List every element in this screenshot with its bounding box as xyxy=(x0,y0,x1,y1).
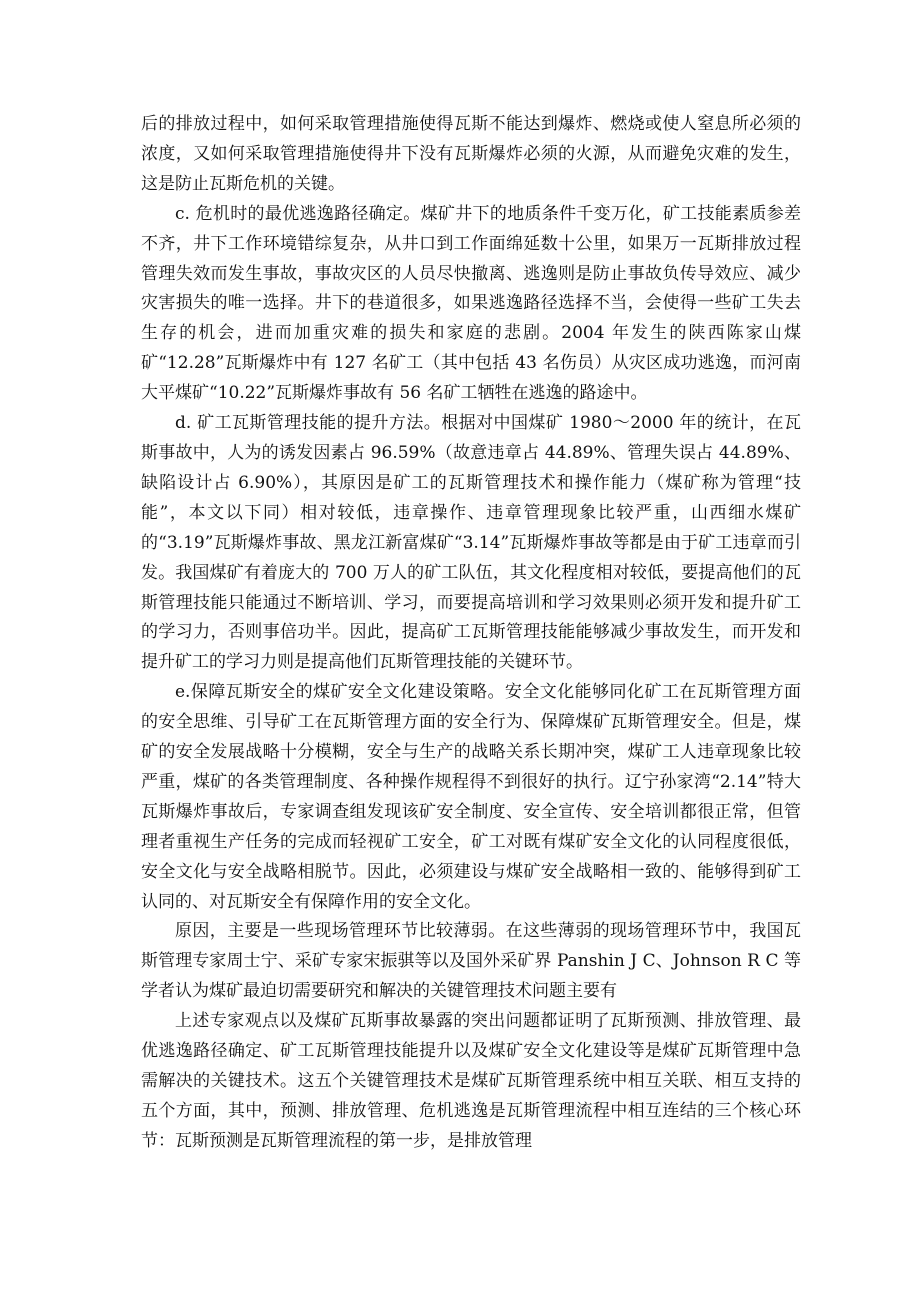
paragraph-reasons: 原因，主要是一些现场管理环节比较薄弱。在这些薄弱的现场管理环节中，我国瓦斯管理专家周士宁、采矿专家宋振骐等以及国外采矿界 Panshin J C、Johnson R C 等学者认为煤矿最迫切需要研究和解决的关键管理技术问题主要有 xyxy=(141,921,801,1002)
paragraph-safety-culture: e.保障瓦斯安全的煤矿安全文化建设策略。安全文化能够同化矿工在瓦斯管理方面的安全思维、引导矿工在瓦斯管理方面的安全行为、保障煤矿瓦斯管理安全。但是，煤矿的安全发展战略十分模糊，安全与生产的战略关系长期冲突，煤矿工人违章现象比较严重，煤矿的各类管理制度、各种操作规程得不到很好的执行。辽宁孙家湾“2.14”特大瓦斯爆炸事故后，专家调查组发现该矿安全制度、安全宣传、安全培训都很正常，但管理者重视生产任务的完成而轻视矿工安全，矿工对既有煤矿安全文化的认同程度很低，安全文化与安全战略相脱节。因此，必须建设与煤矿安全战略相一致的、能够得到矿工认同的、对瓦斯安全有保障作用的安全文化。 xyxy=(141,682,801,912)
paragraph-continuation: 后的排放过程中，如何采取管理措施使得瓦斯不能达到爆炸、燃烧或使人窒息所必须的浓度，又如何采取管理措施使得井下没有瓦斯爆炸必须的火源，从而避免灾难的发生，这是防止瓦斯危机的关键。 xyxy=(141,114,801,194)
paragraph-skill-improvement: d. 矿工瓦斯管理技能的提升方法。根据对中国煤矿 1980～2000 年的统计，在瓦斯事故中，人为的诱发因素占 96.59%（故意违章占 44.89%、管理失误占 44.89%、缺陷设计占 6.90%），其原因是矿工的瓦斯管理技术和操作能力（煤矿称为管理“技能”，本文以下同）相对较低，违章操作、违章管理现象比较严重，山西细水煤矿的“3.19”瓦斯爆炸事故、黑龙江新富煤矿“3.14”瓦斯爆炸事故等都是由于矿工违章而引发。我国煤矿有着庞大的 700 万人的矿工队伍，其文化程度相对较低，要提高他们的瓦斯管理技能只能通过不断培训、学习，而要提高培训和学习效果则必须开发和提升矿工的学习力，否则事倍功半。因此，提高矿工瓦斯管理技能能够减少事故发生，而开发和提升矿工的学习力则是提高他们瓦斯管理技能的关键环节。 xyxy=(141,413,801,673)
paragraph-conclusion: 上述专家观点以及煤矿瓦斯事故暴露的突出问题都证明了瓦斯预测、排放管理、最优逃逸路径确定、矿工瓦斯管理技能提升以及煤矿安全文化建设等是煤矿瓦斯管理中急需解决的关键技术。这五个关键管理技术是煤矿瓦斯管理系统中相互关联、相互支持的五个方面，其中，预测、排放管理、危机逃逸是瓦斯管理流程中相互连结的三个核心环节：瓦斯预测是瓦斯管理流程的第一步，是排放管理 xyxy=(141,1011,801,1151)
document-page xyxy=(141,110,801,1157)
paragraph-escape-route: c. 危机时的最优逃逸路径确定。煤矿井下的地质条件千变万化，矿工技能素质参差不齐，井下工作环境错综复杂，从井口到工作面绵延数十公里，如果万一瓦斯排放过程管理失效而发生事故，事故灾区的人员尽快撤离、逃逸则是防止事故负传导效应、减少灾害损失的唯一选择。井下的巷道很多，如果逃逸路径选择不当，会使得一些矿工失去生存的机会，进而加重灾难的损失和家庭的悲剧。2004 年发生的陕西陈家山煤矿“12.28”瓦斯爆炸中有 127 名矿工（其中包括 43 名伤员）从灾区成功逃逸，而河南大平煤矿“10.22”瓦斯爆炸事故有 56 名矿工牺牲在逃逸的路途中。 xyxy=(141,203,801,404)
